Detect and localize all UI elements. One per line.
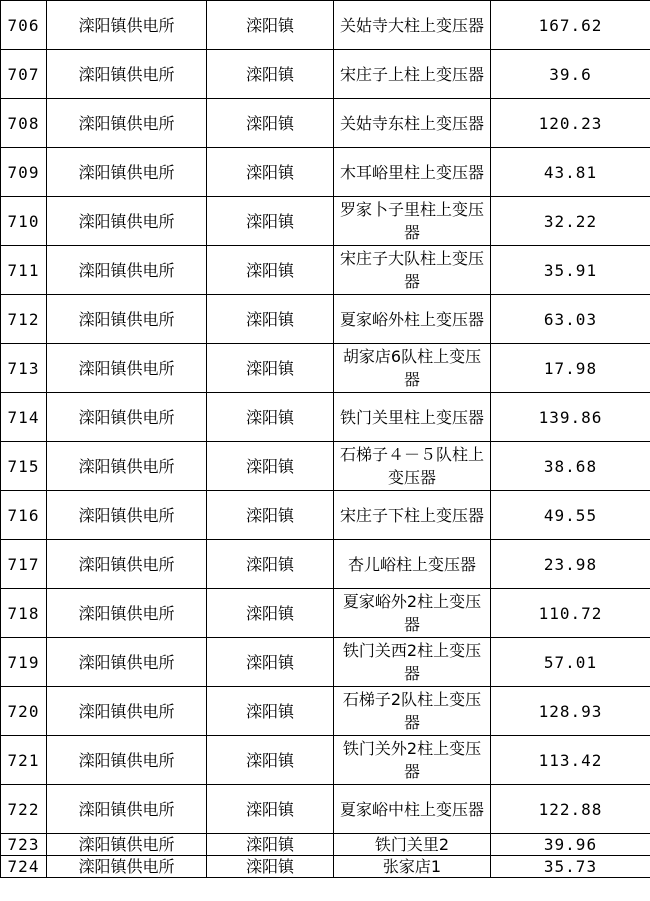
transformer-name: 铁门关西2柱上变压器 xyxy=(334,638,491,687)
supply-unit: 滦阳镇供电所 xyxy=(47,99,207,148)
transformer-name: 张家店1 xyxy=(334,856,491,878)
row-number: 719 xyxy=(1,638,47,687)
row-number: 708 xyxy=(1,99,47,148)
transformer-name: 石梯子2队柱上变压器 xyxy=(334,687,491,736)
supply-unit: 滦阳镇供电所 xyxy=(47,1,207,50)
row-number: 716 xyxy=(1,491,47,540)
town: 滦阳镇 xyxy=(207,1,334,50)
town: 滦阳镇 xyxy=(207,638,334,687)
table-row xyxy=(1,589,650,638)
table-row xyxy=(1,856,650,878)
row-number: 724 xyxy=(1,856,47,878)
row-number: 720 xyxy=(1,687,47,736)
town: 滦阳镇 xyxy=(207,99,334,148)
supply-unit: 滦阳镇供电所 xyxy=(47,393,207,442)
town: 滦阳镇 xyxy=(207,246,334,295)
town: 滦阳镇 xyxy=(207,197,334,246)
transformer-name: 宋庄子上柱上变压器 xyxy=(334,50,491,99)
supply-unit: 滦阳镇供电所 xyxy=(47,295,207,344)
table-row xyxy=(1,344,650,393)
value: 23.98 xyxy=(491,540,650,589)
transformer-name: 石梯子４－５队柱上变压器 xyxy=(334,442,491,491)
row-number: 714 xyxy=(1,393,47,442)
value: 35.91 xyxy=(491,246,650,295)
town: 滦阳镇 xyxy=(207,148,334,197)
row-number: 717 xyxy=(1,540,47,589)
value: 120.23 xyxy=(491,99,650,148)
town: 滦阳镇 xyxy=(207,589,334,638)
row-number: 723 xyxy=(1,834,47,856)
town: 滦阳镇 xyxy=(207,442,334,491)
row-number: 706 xyxy=(1,1,47,50)
table-row xyxy=(1,99,650,148)
table-row xyxy=(1,638,650,687)
value: 122.88 xyxy=(491,785,650,834)
supply-unit: 滦阳镇供电所 xyxy=(47,687,207,736)
table-row xyxy=(1,687,650,736)
value: 139.86 xyxy=(491,393,650,442)
table-row xyxy=(1,442,650,491)
supply-unit: 滦阳镇供电所 xyxy=(47,148,207,197)
supply-unit: 滦阳镇供电所 xyxy=(47,50,207,99)
supply-unit: 滦阳镇供电所 xyxy=(47,197,207,246)
table-row xyxy=(1,295,650,344)
town: 滦阳镇 xyxy=(207,344,334,393)
value: 39.96 xyxy=(491,834,650,856)
table-row xyxy=(1,197,650,246)
value: 35.73 xyxy=(491,856,650,878)
table-row xyxy=(1,785,650,834)
value: 49.55 xyxy=(491,491,650,540)
table-row xyxy=(1,1,650,50)
town: 滦阳镇 xyxy=(207,736,334,785)
transformer-name: 宋庄子大队柱上变压器 xyxy=(334,246,491,295)
town: 滦阳镇 xyxy=(207,687,334,736)
supply-unit: 滦阳镇供电所 xyxy=(47,736,207,785)
value: 17.98 xyxy=(491,344,650,393)
table-row xyxy=(1,736,650,785)
row-number: 709 xyxy=(1,148,47,197)
supply-unit: 滦阳镇供电所 xyxy=(47,442,207,491)
town: 滦阳镇 xyxy=(207,393,334,442)
transformer-name: 关姑寺大柱上变压器 xyxy=(334,1,491,50)
town: 滦阳镇 xyxy=(207,50,334,99)
value: 63.03 xyxy=(491,295,650,344)
table-row xyxy=(1,246,650,295)
supply-unit: 滦阳镇供电所 xyxy=(47,589,207,638)
table-row xyxy=(1,491,650,540)
row-number: 707 xyxy=(1,50,47,99)
value: 38.68 xyxy=(491,442,650,491)
value: 43.81 xyxy=(491,148,650,197)
transformer-name: 关姑寺东柱上变压器 xyxy=(334,99,491,148)
transformer-name: 铁门关里柱上变压器 xyxy=(334,393,491,442)
transformer-name: 铁门关外2柱上变压器 xyxy=(334,736,491,785)
table-row xyxy=(1,50,650,99)
row-number: 713 xyxy=(1,344,47,393)
transformer-name: 夏家峪中柱上变压器 xyxy=(334,785,491,834)
row-number: 722 xyxy=(1,785,47,834)
town: 滦阳镇 xyxy=(207,540,334,589)
town: 滦阳镇 xyxy=(207,785,334,834)
value: 167.62 xyxy=(491,1,650,50)
transformer-name: 胡家店6队柱上变压器 xyxy=(334,344,491,393)
table-row xyxy=(1,834,650,856)
supply-unit: 滦阳镇供电所 xyxy=(47,785,207,834)
transformer-name: 木耳峪里柱上变压器 xyxy=(334,148,491,197)
supply-unit: 滦阳镇供电所 xyxy=(47,491,207,540)
town: 滦阳镇 xyxy=(207,491,334,540)
supply-unit: 滦阳镇供电所 xyxy=(47,246,207,295)
table-row xyxy=(1,148,650,197)
supply-unit: 滦阳镇供电所 xyxy=(47,638,207,687)
town: 滦阳镇 xyxy=(207,856,334,878)
value: 39.6 xyxy=(491,50,650,99)
table-body xyxy=(1,1,650,878)
supply-unit: 滦阳镇供电所 xyxy=(47,540,207,589)
row-number: 710 xyxy=(1,197,47,246)
transformer-name: 杏儿峪柱上变压器 xyxy=(334,540,491,589)
table-row xyxy=(1,393,650,442)
value: 113.42 xyxy=(491,736,650,785)
row-number: 715 xyxy=(1,442,47,491)
row-number: 711 xyxy=(1,246,47,295)
transformer-name: 夏家峪外柱上变压器 xyxy=(334,295,491,344)
row-number: 718 xyxy=(1,589,47,638)
transformer-name: 宋庄子下柱上变压器 xyxy=(334,491,491,540)
supply-unit: 滦阳镇供电所 xyxy=(47,856,207,878)
value: 57.01 xyxy=(491,638,650,687)
row-number: 721 xyxy=(1,736,47,785)
value: 128.93 xyxy=(491,687,650,736)
row-number: 712 xyxy=(1,295,47,344)
supply-unit: 滦阳镇供电所 xyxy=(47,344,207,393)
town: 滦阳镇 xyxy=(207,834,334,856)
transformer-name: 罗家卜子里柱上变压器 xyxy=(334,197,491,246)
table-row xyxy=(1,540,650,589)
value: 32.22 xyxy=(491,197,650,246)
supply-unit: 滦阳镇供电所 xyxy=(47,834,207,856)
value: 110.72 xyxy=(491,589,650,638)
town: 滦阳镇 xyxy=(207,295,334,344)
transformer-name: 铁门关里2 xyxy=(334,834,491,856)
transformer-name: 夏家峪外2柱上变压器 xyxy=(334,589,491,638)
